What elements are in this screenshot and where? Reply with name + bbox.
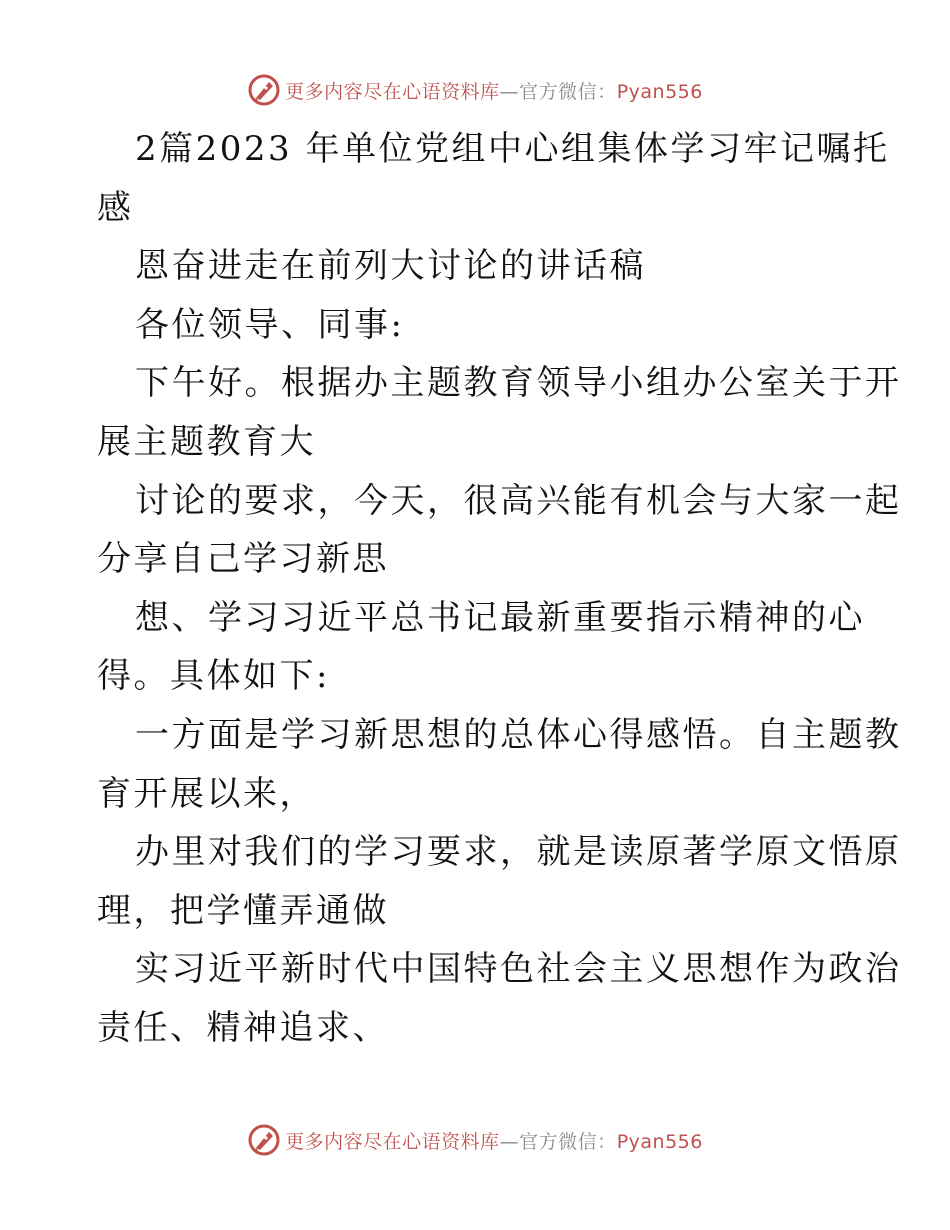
document-line: 责任、精神追求、	[97, 1007, 389, 1048]
header-banner	[0, 68, 950, 112]
banner-main-text: 更多内容尽在心语资料库	[285, 80, 500, 103]
document-line: 下午好。根据办主题教育领导小组办公室关于开	[135, 363, 902, 404]
document-line: 育开展以来，	[97, 773, 316, 814]
document-line: 讨论的要求，今天，很高兴能有机会与大家一起	[135, 480, 902, 521]
document-line: 理，把学懂弄通做	[97, 890, 389, 931]
document-line: 一方面是学习新思想的总体心得感悟。自主题教	[135, 714, 902, 755]
document-line: 办里对我们的学习要求，就是读原著学原文悟原	[135, 832, 902, 873]
banner-main-text: 更多内容尽在心语资料库	[285, 1130, 500, 1153]
document-line: 想、学习习近平总书记最新重要指示精神的心	[135, 597, 865, 638]
document-line: 恩奋进走在前列大讨论的讲话稿	[135, 246, 646, 287]
document-line: 得。具体如下:	[97, 656, 330, 697]
banner-tail-text: —官方微信：	[499, 80, 617, 103]
document-line: 分享自己学习新思	[97, 539, 389, 580]
document-line: 实习近平新时代中国特色社会主义思想作为政治	[135, 949, 902, 990]
document-line: 各位领导、同事:	[135, 304, 405, 345]
banner-wechat-id: Pyan556	[616, 80, 703, 103]
document-body	[97, 120, 902, 1058]
banner-tail-text: —官方微信：	[499, 1130, 617, 1153]
banner-text	[285, 77, 703, 104]
document-line: 展主题教育大	[97, 421, 316, 462]
document-line: 感	[97, 187, 134, 228]
pen-nib-seal-icon	[247, 1123, 281, 1157]
banner-text	[285, 1127, 703, 1154]
banner-wechat-id: Pyan556	[616, 1130, 703, 1153]
document-line: 2篇2023 年单位党组中心组集体学习牢记嘱托	[135, 129, 890, 169]
pen-nib-seal-icon	[247, 73, 281, 107]
footer-banner	[0, 1118, 950, 1162]
